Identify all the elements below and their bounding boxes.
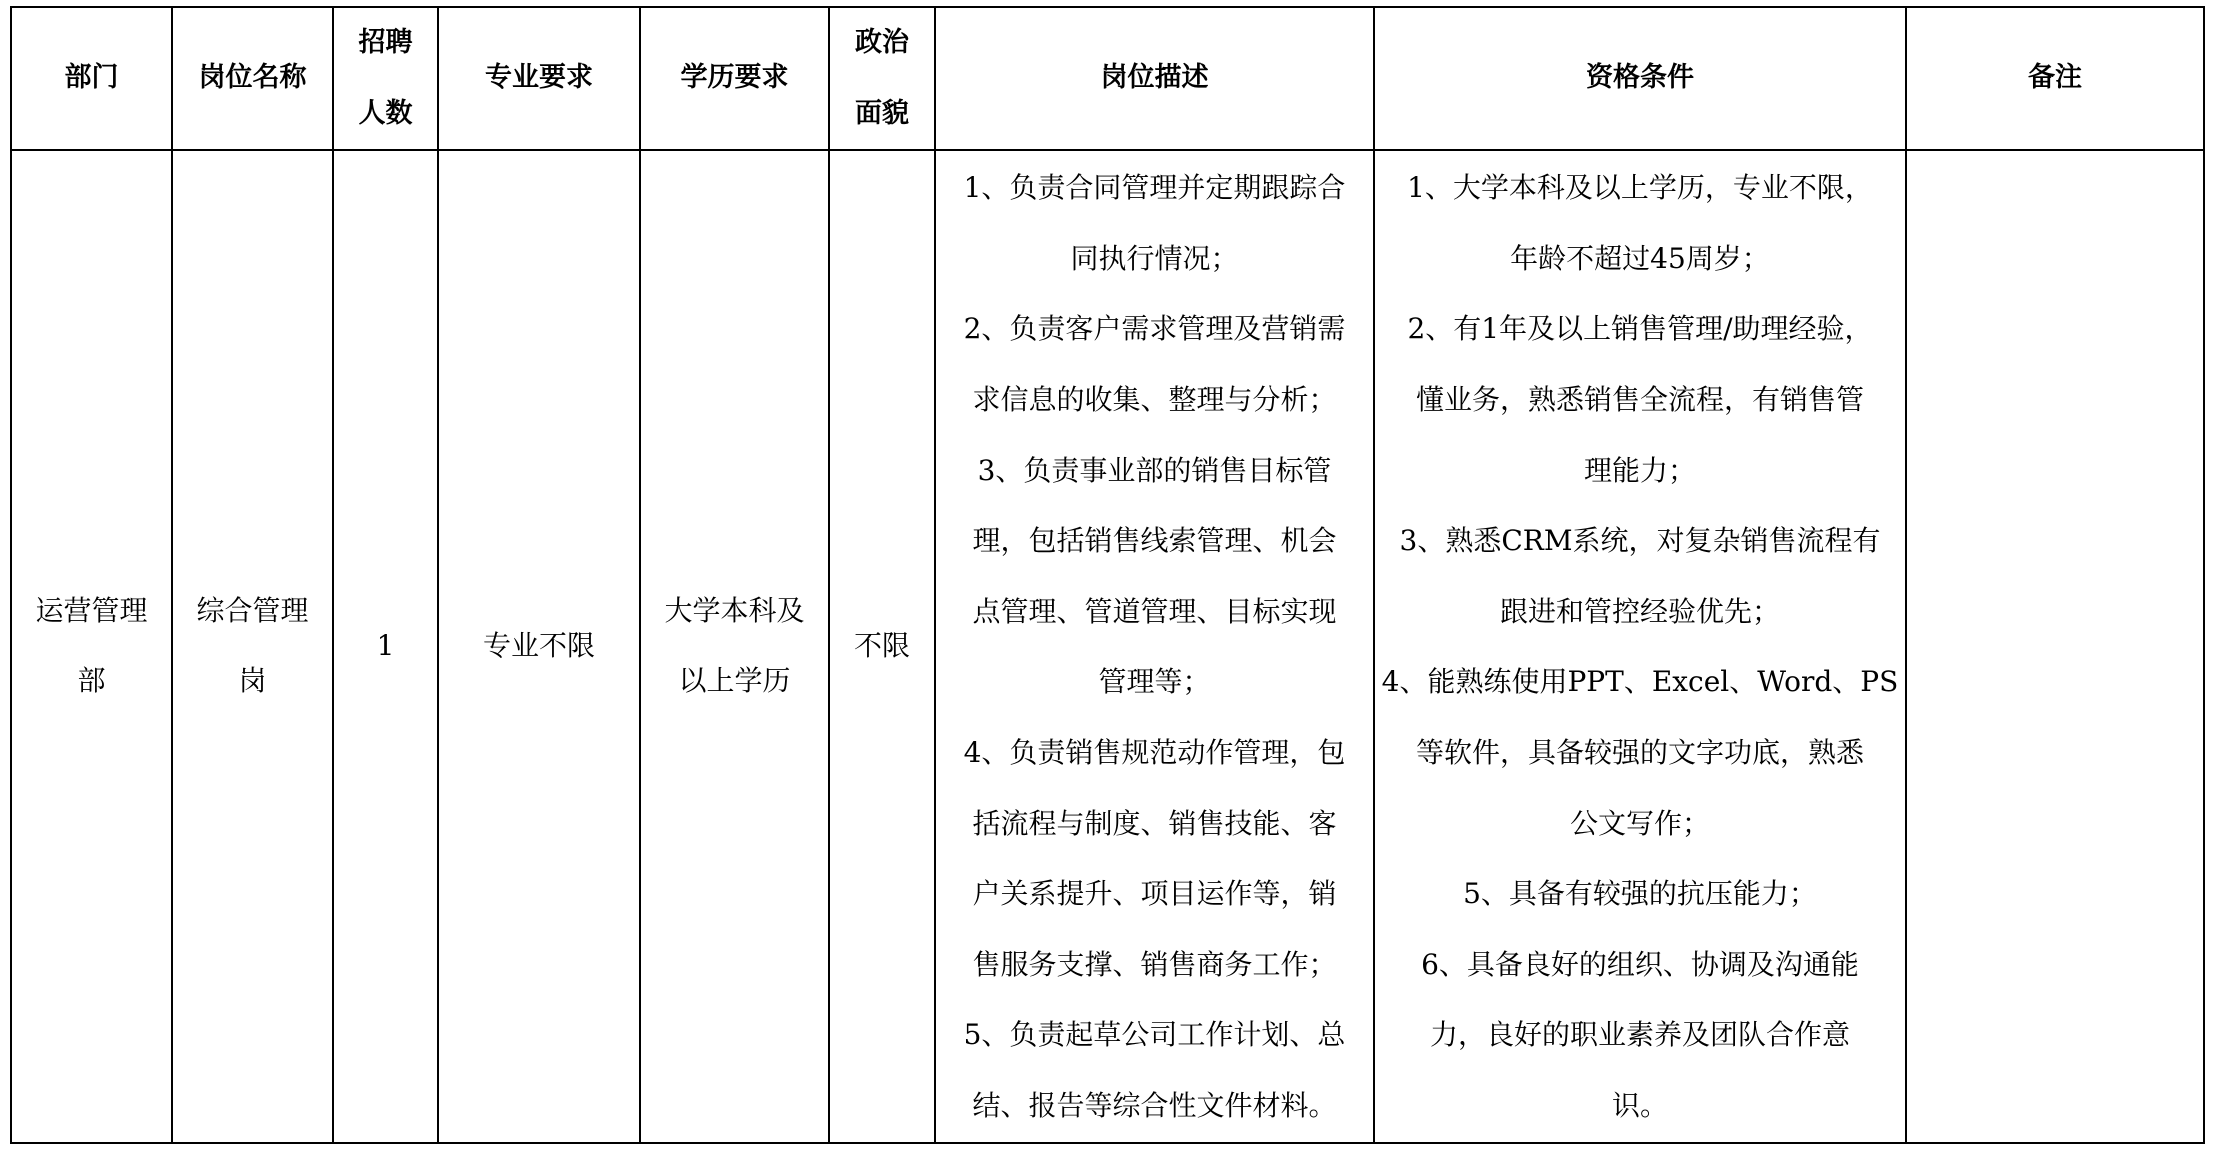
cell-remarks xyxy=(1906,150,2204,1142)
header-education xyxy=(640,7,829,150)
text-line: 结、报告等综合性文件材料。 xyxy=(972,1088,1337,1122)
cell-education xyxy=(640,150,829,1142)
text-line: 3、负责事业部的销售目标管 xyxy=(977,453,1332,487)
text-line: 1 xyxy=(376,629,395,663)
text-line: 理，包括销售线索管理、机会 xyxy=(972,524,1337,558)
cell-count xyxy=(333,150,438,1142)
text-line: 懂业务，熟悉销售全流程，有销售管 xyxy=(1415,382,1864,416)
cell-description xyxy=(935,150,1374,1142)
text-line: 人数 xyxy=(358,97,413,129)
text-line: 招聘 xyxy=(358,27,413,58)
text-line: 等软件，具备较强的文字功底，熟悉 xyxy=(1415,735,1864,769)
text-line: 4、能熟练使用PPT、Excel、Word、PS xyxy=(1381,665,1899,699)
text-line: 以上学历 xyxy=(678,664,791,698)
text-line: 不限 xyxy=(853,629,910,663)
text-line: 力，良好的职业素养及团队合作意 xyxy=(1429,1018,1850,1052)
text-line: 公文写作； xyxy=(1569,806,1710,840)
text-line: 部门 xyxy=(64,62,119,94)
text-line: 运营管理 xyxy=(35,593,148,627)
cell-qualification xyxy=(1374,150,1906,1142)
text-line: 大学本科及 xyxy=(664,593,805,627)
cell-text xyxy=(830,8,934,149)
text-line: 专业要求 xyxy=(485,62,593,94)
header-remarks xyxy=(1906,7,2204,150)
text-line: 备注 xyxy=(2028,62,2082,94)
cell-text xyxy=(830,611,934,682)
cell-text xyxy=(1907,43,2203,114)
recruitment-table xyxy=(10,6,2205,1144)
header-dept xyxy=(11,7,172,150)
text-line: 跟进和管控经验优先； xyxy=(1499,594,1780,628)
text-line: 1、大学本科及以上学历，专业不限， xyxy=(1407,171,1873,205)
cell-text xyxy=(12,43,171,114)
text-line: 5、负责起草公司工作计划、总 xyxy=(963,1018,1346,1052)
header-row xyxy=(11,7,2204,150)
cell-text xyxy=(641,43,828,114)
text-line: 同执行情况； xyxy=(1070,241,1239,275)
cell-text xyxy=(1375,151,1905,1141)
header-major xyxy=(438,7,640,150)
header-count xyxy=(333,7,438,150)
cell-text xyxy=(334,611,437,682)
text-line: 3、熟悉CRM系统，对复杂销售流程有 xyxy=(1399,524,1881,558)
text-line: 年龄不超过45周岁； xyxy=(1510,241,1770,275)
text-line: 部 xyxy=(77,664,106,698)
text-line: 2、负责客户需求管理及营销需 xyxy=(963,312,1346,346)
cell-political xyxy=(829,150,935,1142)
text-line: 1、负责合同管理并定期跟踪合 xyxy=(963,171,1346,205)
text-line: 岗位名称 xyxy=(198,62,307,94)
header-qualification xyxy=(1374,7,1906,150)
cell-text xyxy=(173,43,332,114)
cell-text xyxy=(439,611,639,682)
text-line: 识。 xyxy=(1611,1088,1668,1122)
cell-text xyxy=(641,576,828,717)
cell-text xyxy=(936,43,1373,114)
text-line: 点管理、管道管理、目标实现 xyxy=(972,594,1337,628)
text-line: 岗位描述 xyxy=(1100,62,1209,94)
text-line: 户关系提升、项目运作等，销 xyxy=(972,877,1337,911)
cell-position xyxy=(172,150,333,1142)
header-political xyxy=(829,7,935,150)
text-line: 面貌 xyxy=(855,97,909,129)
text-line: 岗 xyxy=(238,664,267,698)
text-line: 5、具备有较强的抗压能力； xyxy=(1463,877,1817,911)
header-description xyxy=(935,7,1374,150)
text-line: 综合管理 xyxy=(196,593,309,627)
cell-text xyxy=(334,8,437,149)
text-line: 求信息的收集、整理与分析； xyxy=(972,382,1337,416)
cell-text xyxy=(936,151,1373,1141)
table-row xyxy=(11,150,2204,1142)
text-line: 资格条件 xyxy=(1586,62,1694,94)
text-line: 4、负责销售规范动作管理，包 xyxy=(963,735,1346,769)
cell-dept xyxy=(11,150,172,1142)
cell-text xyxy=(439,43,639,114)
text-line: 学历要求 xyxy=(680,62,789,94)
cell-text xyxy=(173,576,332,717)
text-line: 专业不限 xyxy=(482,629,595,663)
header-position xyxy=(172,7,333,150)
text-line: 括流程与制度、销售技能、客 xyxy=(972,806,1337,840)
cell-text xyxy=(1375,43,1905,114)
cell-text xyxy=(12,576,171,717)
text-line: 政治 xyxy=(855,27,909,58)
cell-major xyxy=(438,150,640,1142)
text-line: 管理等； xyxy=(1098,665,1211,699)
text-line: 售服务支撑、销售商务工作； xyxy=(972,947,1337,981)
text-line: 6、具备良好的组织、协调及沟通能 xyxy=(1421,947,1859,981)
text-line: 理能力； xyxy=(1583,453,1696,487)
text-line: 2、有1年及以上销售管理/助理经验， xyxy=(1407,312,1873,346)
